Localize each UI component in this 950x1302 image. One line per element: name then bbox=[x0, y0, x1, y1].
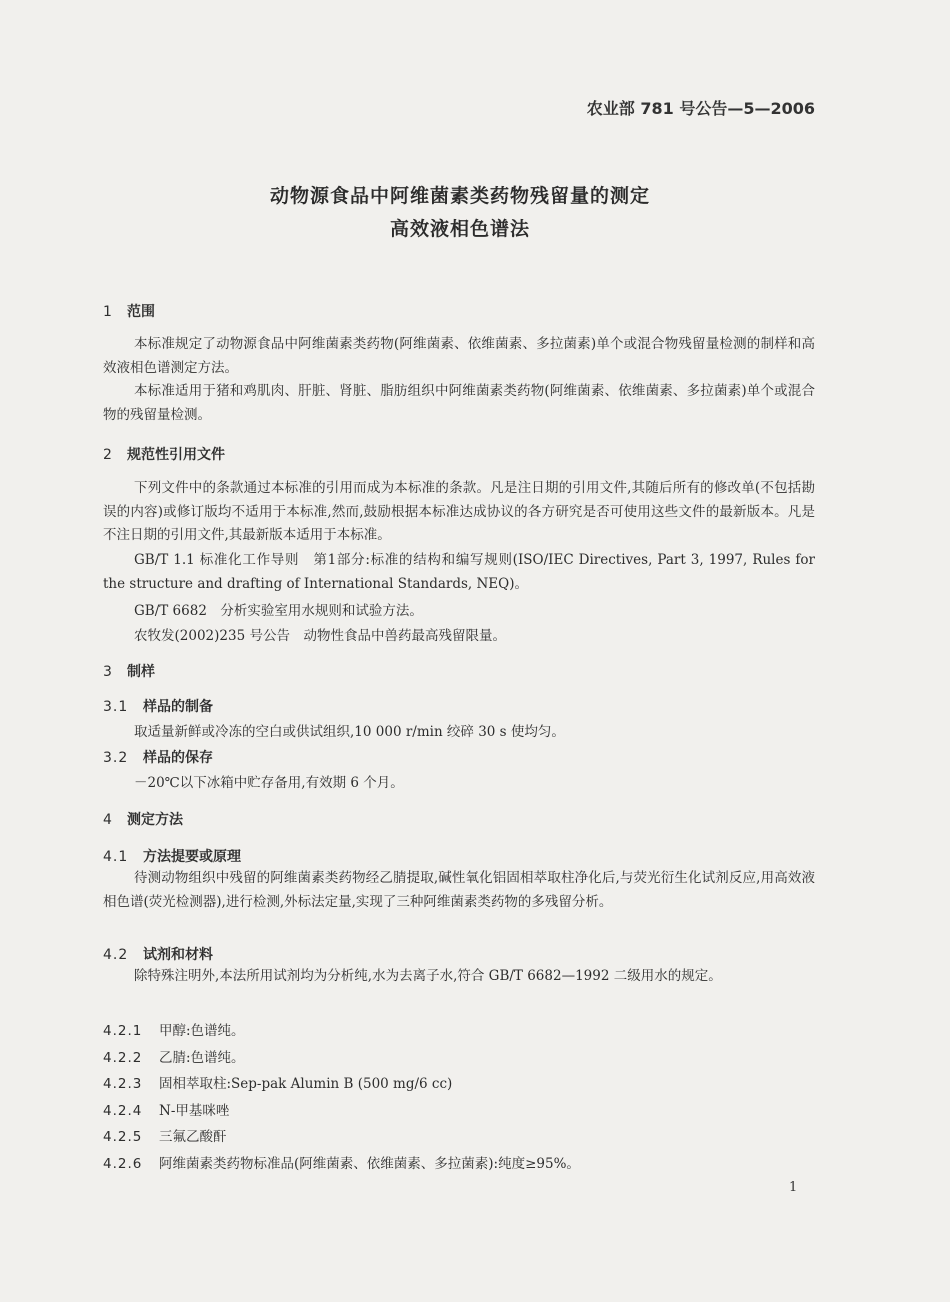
section-title: 制样 bbox=[127, 664, 155, 680]
item-text: 甲醇:色谱纯。 bbox=[159, 1023, 245, 1039]
reference-item: 农牧发(2002)235 号公告 动物性食品中兽药最高残留限量。 bbox=[134, 628, 506, 644]
reagent-item bbox=[103, 1046, 245, 1066]
item-text: 三氟乙酸酐 bbox=[159, 1129, 227, 1145]
paragraph: 除特殊注明外,本法所用试剂均为分析纯,水为去离子水,符合 GB/T 6682—1992 二级用水的规定。 bbox=[134, 968, 722, 984]
subsection-title: 样品的保存 bbox=[143, 750, 213, 766]
item-text: 阿维菌素类药物标准品(阿维菌素、依维菌素、多拉菌素):纯度≥95%。 bbox=[159, 1156, 580, 1172]
paragraph: 本标准适用于猪和鸡肌肉、肝脏、肾脏、脂肪组织中阿维菌素类药物(阿维菌素、依维菌素、多拉菌素)单个或混合物的残留量检测。 bbox=[103, 383, 815, 423]
subsection-title: 试剂和材料 bbox=[143, 947, 213, 963]
item-text: 乙腈:色谱纯。 bbox=[159, 1050, 245, 1066]
reference-item: GB/T 6682 分析实验室用水规则和试验方法。 bbox=[134, 603, 423, 619]
page-number: 1 bbox=[789, 1180, 798, 1195]
document-subtitle: 高效液相色谱法 bbox=[389, 218, 530, 240]
subsection-heading-4-2 bbox=[103, 944, 213, 964]
subsection-heading-3-2 bbox=[103, 747, 213, 767]
subsection-heading-3-1 bbox=[103, 696, 213, 716]
document-title: 动物源食品中阿维菌素类药物残留量的测定 bbox=[269, 185, 650, 207]
subsection-number: 3.1 bbox=[103, 699, 129, 715]
reagent-item bbox=[103, 1099, 229, 1119]
section-heading-4 bbox=[103, 809, 183, 829]
section-title: 测定方法 bbox=[127, 812, 183, 828]
subsection-number: 4.2 bbox=[103, 947, 129, 963]
subsection-heading-4-1 bbox=[103, 846, 241, 866]
reagent-item bbox=[103, 1072, 452, 1092]
subsection-title: 方法提要或原理 bbox=[143, 849, 241, 865]
item-number: 4.2.6 bbox=[103, 1156, 143, 1172]
standard-number: 农业部 781 号公告—5—2006 bbox=[586, 99, 815, 118]
reagent-item bbox=[103, 1152, 580, 1172]
item-number: 4.2.1 bbox=[103, 1023, 143, 1039]
item-number: 4.2.3 bbox=[103, 1076, 143, 1092]
section-heading-2 bbox=[103, 444, 225, 464]
item-number: 4.2.5 bbox=[103, 1129, 143, 1145]
subsection-title: 样品的制备 bbox=[143, 699, 213, 715]
item-text: 固相萃取柱:Sep-pak Alumin B (500 mg/6 cc) bbox=[159, 1076, 453, 1092]
paragraph: 取适量新鲜或冷冻的空白或供试组织,10 000 r/min 绞碎 30 s 使均匀。 bbox=[134, 724, 565, 740]
paragraph: －20℃以下冰箱中贮存备用,有效期 6 个月。 bbox=[134, 775, 404, 791]
reference-item: GB/T 1.1 标准化工作导则 第1部分:标准的结构和编写规则(ISO/IEC Directives, Part 3, 1997, Rules for the structure and drafting of International Standards, NEQ)。 bbox=[103, 552, 815, 592]
paragraph: 下列文件中的条款通过本标准的引用而成为本标准的条款。凡是注日期的引用文件,其随后所有的修改单(不包括勘误的内容)或修订版均不适用于本标准,然而,鼓励根据本标准达成协议的各方研究是否可使用这些文件的最新版本。凡是不注日期的引用文件,其最新版本适用于本标准。 bbox=[103, 480, 815, 543]
section-title: 规范性引用文件 bbox=[127, 447, 225, 463]
reagent-item bbox=[103, 1125, 227, 1145]
item-number: 4.2.4 bbox=[103, 1103, 143, 1119]
reagent-item bbox=[103, 1019, 245, 1039]
section-heading-1 bbox=[103, 301, 155, 321]
subsection-number: 4.1 bbox=[103, 849, 129, 865]
section-number: 4 bbox=[103, 812, 112, 828]
paragraph: 本标准规定了动物源食品中阿维菌素类药物(阿维菌素、依维菌素、多拉菌素)单个或混合物残留量检测的制样和高效液相色谱测定方法。 bbox=[103, 336, 815, 376]
subsection-number: 3.2 bbox=[103, 750, 129, 766]
item-number: 4.2.2 bbox=[103, 1050, 143, 1066]
section-title: 范围 bbox=[127, 304, 155, 320]
section-number: 2 bbox=[103, 447, 112, 463]
section-heading-3 bbox=[103, 661, 155, 681]
section-number: 1 bbox=[103, 304, 112, 320]
section-number: 3 bbox=[103, 664, 112, 680]
paragraph: 待测动物组织中残留的阿维菌素类药物经乙腈提取,碱性氧化铝固相萃取柱净化后,与荧光衍生化试剂反应,用高效液相色谱(荧光检测器),进行检测,外标法定量,实现了三种阿维菌素类药物的多残留分析。 bbox=[103, 870, 815, 910]
item-text: N-甲基咪唑 bbox=[159, 1103, 230, 1119]
